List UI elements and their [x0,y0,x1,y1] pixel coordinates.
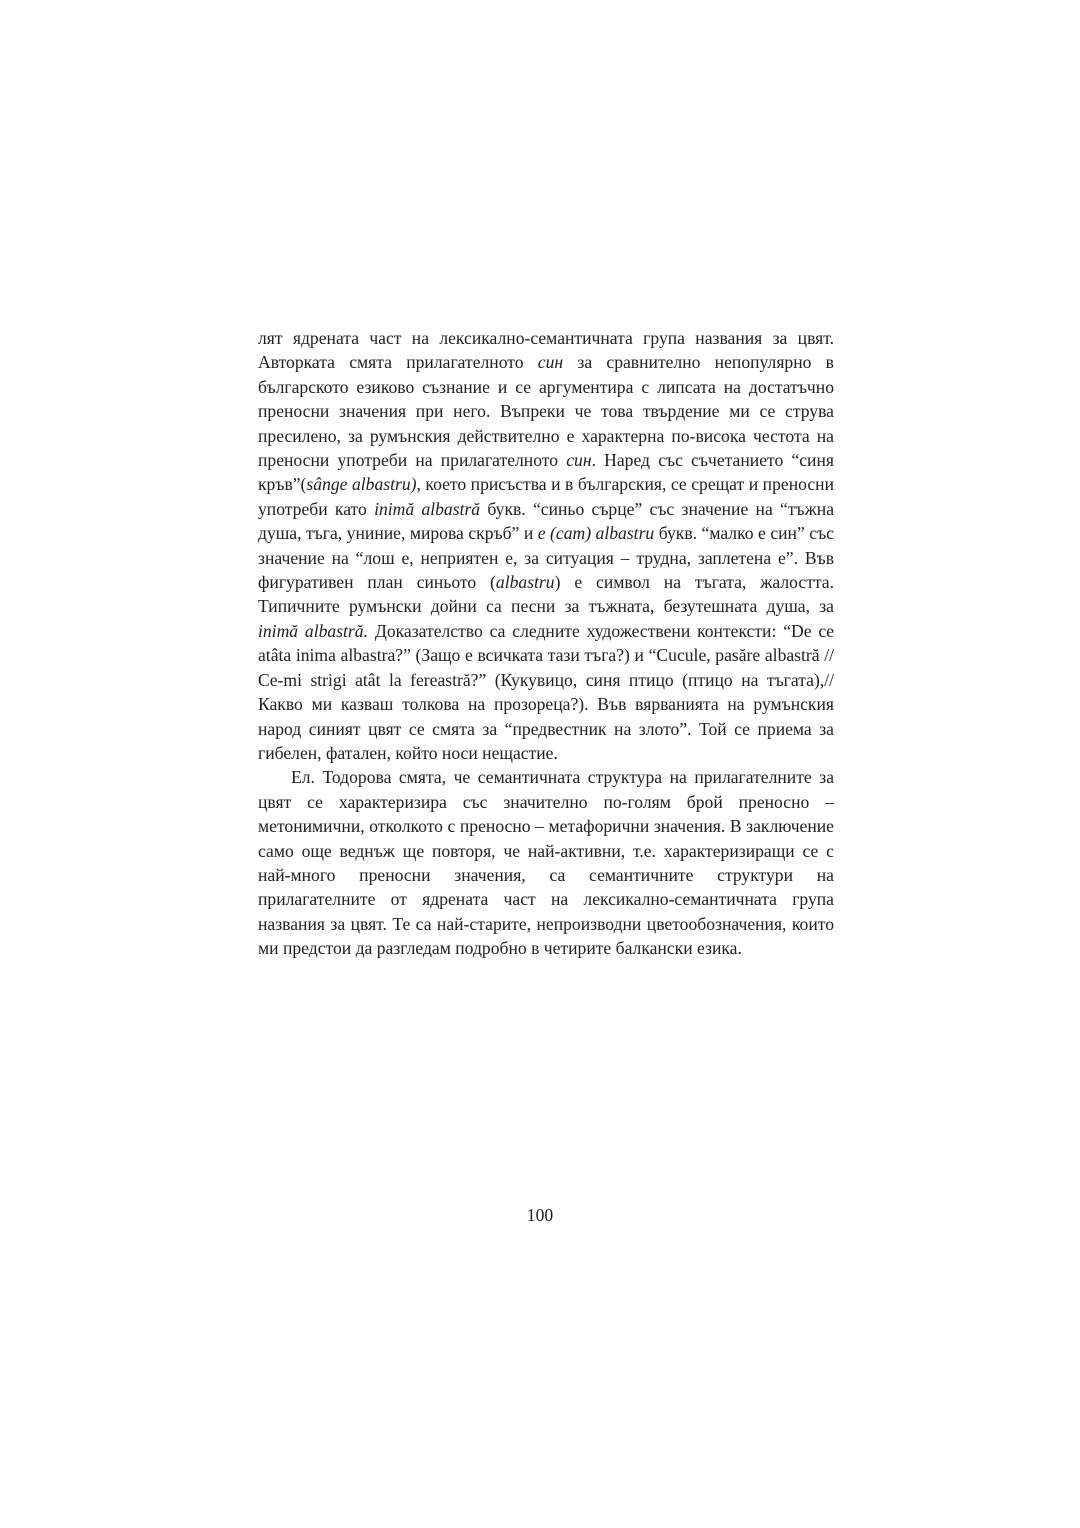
italic-term: sânge albastru) [306,474,417,495]
italic-term: син [566,450,592,471]
text-run: ) е символ на тъгата, жалостта. Типичните румънски дойни са песни за тъжната, безутешната душа, за [258,572,834,617]
text-run: Ел. Тодорова смята, че семантичната структура на прилагателните за цвят се характеризира със значително по-голям брой преносно – метонимични, отколкото с преносно – метафорични значения. В заключение само още веднъж ще повторя, че най-активни, т.е. характеризиращи се с най-много преносни значения, са семантичните структури на прилагателните от ядрената част на лексикално-семантичната група названия за цвят. Те са най-старите, непроизводни цветообозначения, които ми предстои да разгледам подробно в четирите балкански езика. [258,767,834,959]
italic-term: inimă albastră. [258,620,368,641]
text-run: Доказателство са следните художествени контексти: “De ce atâta inima albastra?” (Защо е всичката тази тъга?) и “Cucule, pasăre albastră // Ce-mi strigi atât la fereastră?” (Кукувицо, синя птицо (птицо на тъгата),// Какво ми казваш толкова на прозореца?). Във вярванията на румънския народ синият цвят се смята за “предвестник на злото”. Той се приема за гибелен, фатален, който носи нещастие. [258,620,834,763]
text-run: букв. “синьо сърце” със значение на “тъжна душа, тъга, униние, мирова скръб” и [258,498,835,544]
text-run: за сравнително непопулярно в българското езиково съзнание и се аргументира с липсата на достатъчно преносни значения при него. Въпреки че това твърдение ми се струва пресилено, за румънския действително е характерна по-висока честота на преносни употреби на прилагателното [258,352,834,471]
text-run: лят ядрената част на лексикално-семантичната група названия за цвят. Авторката смята прилагателното [258,328,834,373]
italic-term: e (cam) albastru [537,523,655,544]
italic-term: albastru [495,572,555,593]
italic-term: син [537,352,564,373]
text-run: букв. “малко е син” със значение на “лош е, неприятен е, за ситуация – трудна, заплетена е”. Във фигуративен план синьото ( [258,523,834,593]
text-run: , което присъства и в българския, се срещат и преносни употреби като [258,474,834,519]
italic-term: inimă albastră [374,498,481,519]
paragraph-2 [258,765,834,960]
text-run: . Наред със съчетанието “синя кръв”( [258,450,834,495]
page-number: 100 [526,1205,554,1225]
body-text [258,326,834,961]
paragraph-1 [258,326,834,765]
